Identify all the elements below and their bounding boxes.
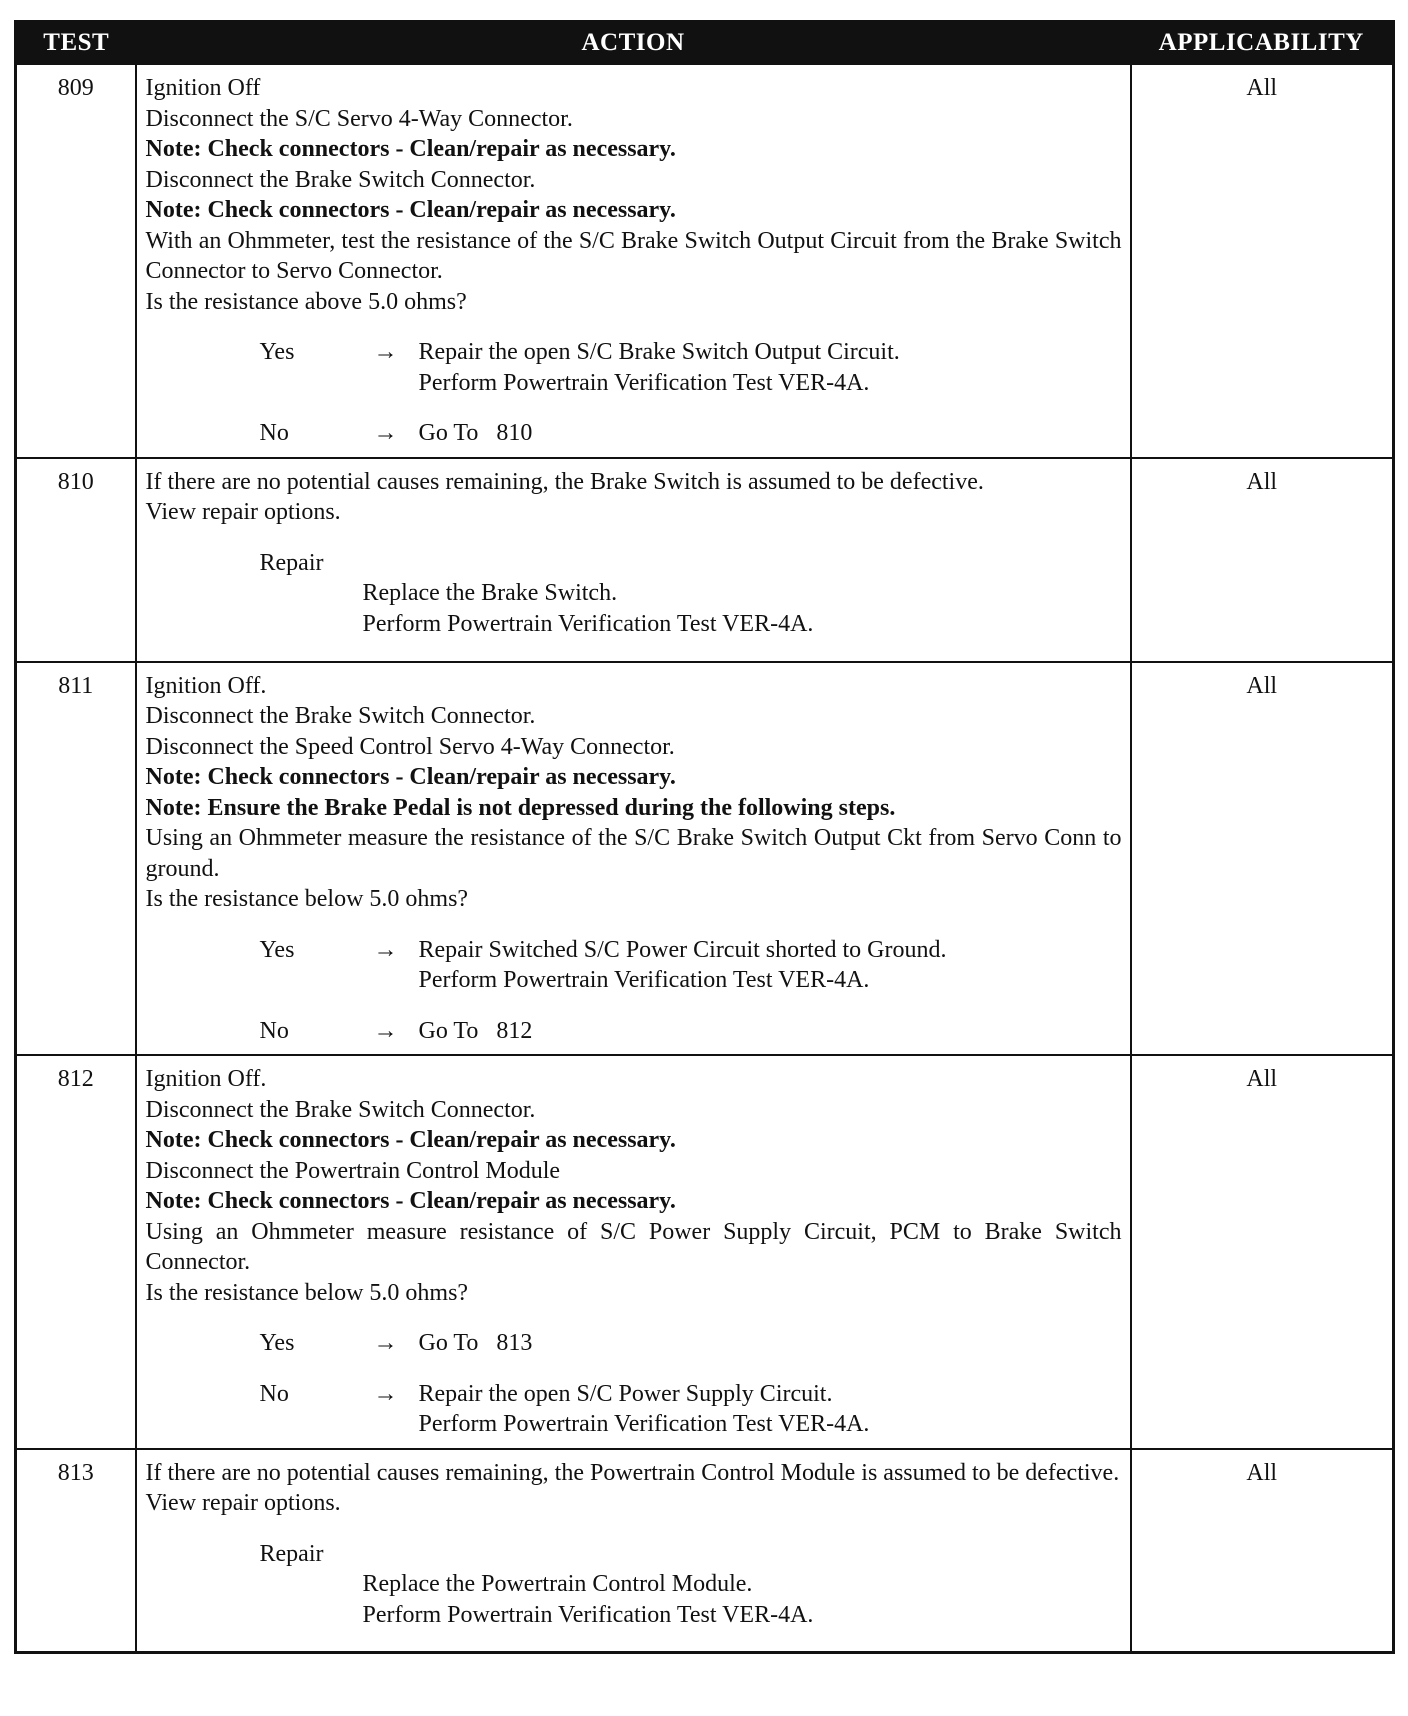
note-line: Note: Check connectors - Clean/repair as necessary. [145, 136, 676, 162]
yes-label: Yes [259, 1330, 295, 1356]
no-branch [146, 1016, 1122, 1047]
no-label: No [259, 1017, 289, 1044]
note-line: Note: Check connectors - Clean/repair as necessary. [145, 197, 676, 223]
repair-steps [146, 578, 1122, 639]
yes-branch [146, 337, 1122, 398]
test-number: 810 [16, 458, 136, 662]
test-number: 809 [16, 64, 136, 458]
action-line: Disconnect the Brake Switch Connector. [145, 166, 536, 193]
note-line: Note: Ensure the Brake Pedal is not depressed during the following steps. [145, 794, 896, 821]
arrow-icon: → [373, 1380, 398, 1407]
action-line: Disconnect the Brake Switch Connector. [145, 703, 536, 729]
action-cell [136, 458, 1131, 662]
header-action: ACTION [136, 22, 1131, 65]
yes-branch [146, 1328, 1122, 1359]
no-result: Go To 812 [418, 1017, 533, 1044]
repair-label: Repair [259, 549, 324, 576]
test-number: 813 [16, 1449, 136, 1653]
action-line: Using an Ohmmeter measure resistance of S/C Power Supply Circuit, PCM to Brake Switch Connector. [145, 1218, 1122, 1275]
no-label: No [259, 1380, 289, 1407]
action-line: With an Ohmmeter, test the resistance of the S/C Brake Switch Output Circuit from the Brake Switch Connector to Servo Connector. [145, 227, 1122, 284]
repair-step: Replace the Powertrain Control Module. [362, 1571, 753, 1597]
repair-step: Perform Powertrain Verification Test VER-4A. [362, 610, 814, 637]
result-line: Perform Powertrain Verification Test VER-4A. [418, 1411, 870, 1437]
action-line: Disconnect the Powertrain Control Module [145, 1157, 561, 1184]
applicability-value: All [1131, 64, 1394, 458]
question-line: Is the resistance below 5.0 ohms? [145, 886, 469, 912]
question-line: Is the resistance below 5.0 ohms? [145, 1279, 469, 1306]
action-cell [136, 662, 1131, 1056]
repair-steps [146, 1569, 1122, 1630]
action-line: Disconnect the Speed Control Servo 4-Way Connector. [145, 733, 675, 760]
action-line: View repair options. [145, 499, 341, 525]
action-cell [136, 1055, 1131, 1449]
result-line: Repair the open S/C Brake Switch Output Circuit. [418, 339, 900, 365]
question-line: Is the resistance above 5.0 ohms? [145, 288, 467, 315]
repair-step: Replace the Brake Switch. [362, 580, 618, 606]
action-line: Ignition Off. [145, 1066, 267, 1092]
arrow-icon: → [373, 936, 398, 963]
applicability-value: All [1131, 1055, 1394, 1449]
note-line: Note: Check connectors - Clean/repair as necessary. [145, 764, 676, 790]
action-line: Disconnect the S/C Servo 4-Way Connector. [145, 105, 573, 132]
action-line: If there are no potential causes remaining, the Brake Switch is assumed to be defective. [145, 468, 984, 495]
table-row [16, 1449, 1394, 1653]
no-result [419, 1379, 870, 1440]
action-line: Disconnect the Brake Switch Connector. [145, 1096, 536, 1123]
test-number: 811 [16, 662, 136, 1056]
no-label: No [259, 420, 289, 446]
action-line: If there are no potential causes remaining, the Powertrain Control Module is assumed to be defective. [145, 1459, 1120, 1486]
action-line: Using an Ohmmeter measure the resistance of the S/C Brake Switch Output Ckt from Servo Conn to ground. [145, 825, 1122, 882]
arrow-icon: → [373, 339, 398, 365]
note-line: Note: Check connectors - Clean/repair as necessary. [145, 1188, 676, 1214]
arrow-icon: → [373, 1330, 398, 1356]
header-test: TEST [16, 22, 136, 65]
arrow-icon: → [373, 420, 398, 446]
diagnostic-test-table [14, 20, 1395, 1654]
no-result: Go To 810 [418, 420, 533, 446]
test-number: 812 [16, 1055, 136, 1449]
table-row [16, 458, 1394, 662]
repair-label: Repair [259, 1540, 324, 1567]
note-line: Note: Check connectors - Clean/repair as necessary. [145, 1127, 676, 1153]
yes-branch [146, 935, 1122, 996]
repair-step: Perform Powertrain Verification Test VER-4A. [362, 1601, 814, 1628]
yes-label: Yes [259, 936, 295, 963]
yes-label: Yes [259, 339, 295, 365]
action-line: Ignition Off. [145, 672, 267, 699]
yes-result [419, 935, 947, 996]
header-applicability: APPLICABILITY [1131, 22, 1394, 65]
action-cell [136, 64, 1131, 458]
action-line: View repair options. [145, 1490, 341, 1516]
table-header-row [16, 22, 1394, 65]
applicability-value: All [1131, 458, 1394, 662]
action-cell [136, 1449, 1131, 1653]
result-line: Repair Switched S/C Power Circuit shorted to Ground. [418, 936, 947, 963]
arrow-icon: → [373, 1017, 398, 1044]
result-line: Perform Powertrain Verification Test VER-4A. [418, 369, 870, 396]
table-row [16, 64, 1394, 458]
table-row [16, 1055, 1394, 1449]
result-line: Repair the open S/C Power Supply Circuit. [418, 1380, 833, 1407]
no-branch [146, 418, 1122, 449]
table-row [16, 662, 1394, 1056]
applicability-value: All [1131, 1449, 1394, 1653]
action-line: Ignition Off [145, 75, 261, 101]
yes-result: Go To 813 [418, 1330, 533, 1356]
no-branch [146, 1379, 1122, 1440]
result-line: Perform Powertrain Verification Test VER-4A. [418, 967, 870, 993]
yes-result [419, 337, 900, 398]
applicability-value: All [1131, 662, 1394, 1056]
